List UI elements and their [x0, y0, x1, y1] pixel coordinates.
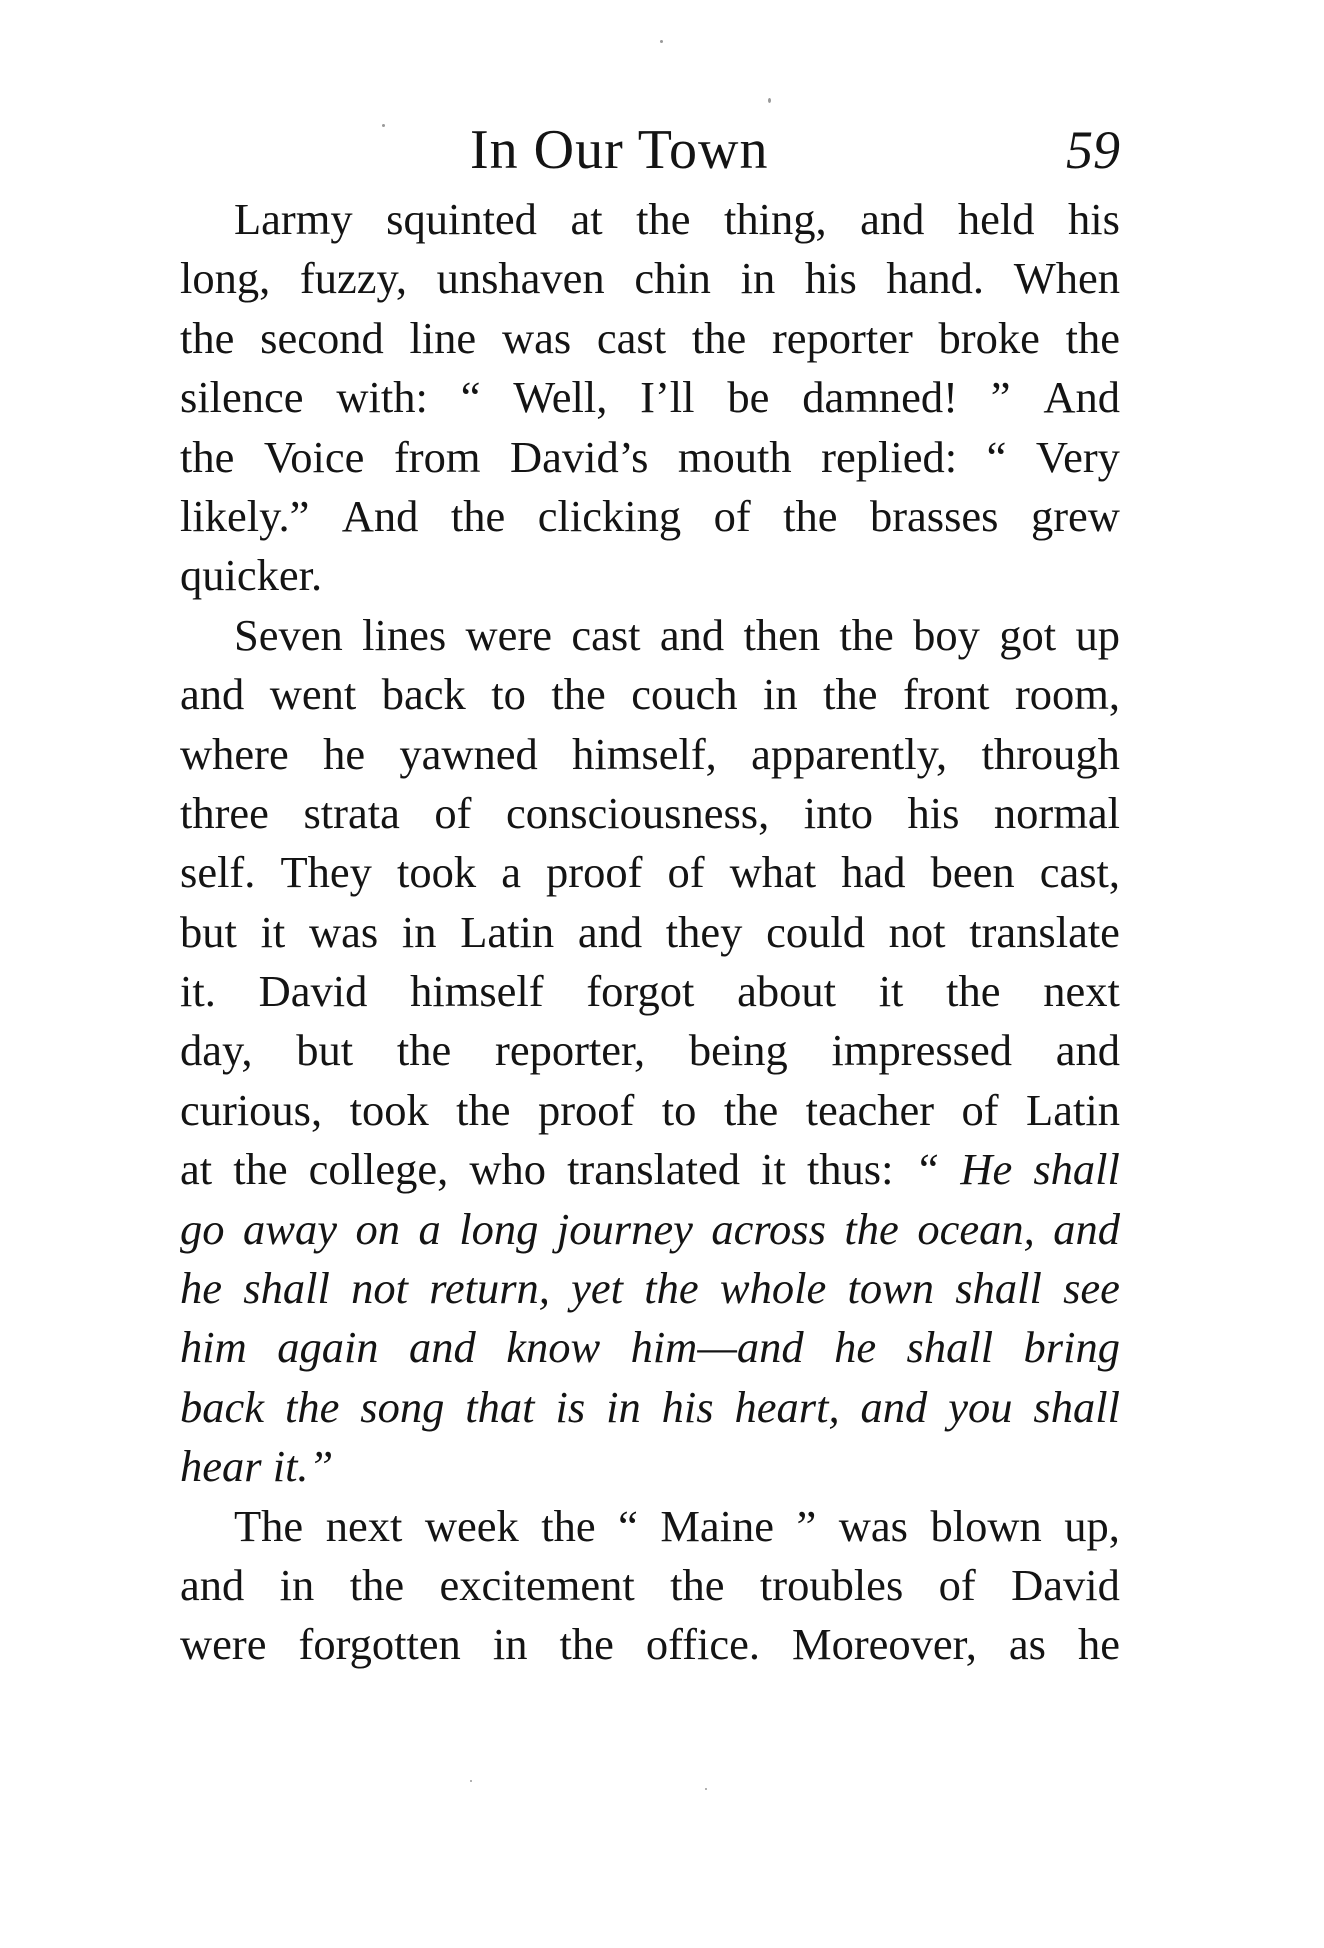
word: unshaven	[436, 253, 605, 304]
word: lines	[362, 609, 447, 660]
word: it	[761, 1144, 786, 1195]
word: the	[551, 669, 606, 720]
word: to	[491, 669, 526, 720]
word: journey	[556, 1203, 693, 1254]
word: who	[469, 1144, 546, 1195]
word: excitement	[439, 1559, 635, 1610]
text-line	[180, 190, 1120, 249]
word: front	[902, 669, 990, 720]
word: be	[727, 372, 770, 423]
word: proof	[537, 1084, 635, 1135]
word: cast	[596, 312, 667, 363]
word: it.	[180, 966, 216, 1017]
word: apparently,	[751, 728, 948, 779]
text-line	[180, 1200, 1120, 1259]
word: office.	[645, 1619, 760, 1670]
text-line	[180, 249, 1120, 308]
print-speck	[470, 1780, 472, 1782]
word: Larmy	[234, 194, 353, 244]
word: ”	[990, 372, 1011, 423]
word: the	[180, 431, 235, 482]
word: the	[636, 194, 691, 244]
word: it	[878, 966, 904, 1017]
word: is	[555, 1381, 586, 1432]
word: the	[456, 1084, 511, 1135]
word: where	[180, 728, 289, 779]
word: him—and	[630, 1322, 804, 1373]
word: cast,	[1039, 847, 1120, 898]
word: then	[743, 609, 821, 660]
word: his	[1068, 194, 1120, 244]
word: squinted	[386, 194, 537, 244]
page-number: 59	[1066, 120, 1120, 180]
word: college,	[308, 1144, 449, 1195]
word: and	[860, 1381, 928, 1432]
word: of	[961, 1084, 999, 1135]
word: Voice	[263, 431, 365, 482]
text-line	[180, 784, 1120, 843]
word: again	[277, 1322, 379, 1373]
word: the	[946, 966, 1001, 1017]
word: “	[460, 372, 481, 423]
word: they	[665, 906, 743, 957]
word: When	[1013, 253, 1120, 304]
word: couch	[631, 669, 738, 720]
word: went	[269, 669, 357, 720]
word: silence	[180, 372, 304, 423]
word: teacher	[805, 1084, 935, 1135]
word: the	[450, 490, 506, 541]
word: in	[279, 1559, 315, 1610]
word: reporter,	[495, 1025, 646, 1076]
word: and	[409, 1322, 476, 1373]
word: “	[914, 1144, 940, 1195]
word: Well,	[513, 372, 608, 423]
word: Seven	[234, 609, 343, 660]
word: self.	[180, 847, 256, 898]
word: likely.”	[180, 490, 310, 541]
word: got	[999, 609, 1057, 660]
word: hear	[180, 1441, 273, 1492]
word: mouth	[677, 431, 792, 482]
word: what	[729, 847, 817, 898]
word: a	[501, 847, 521, 898]
word: the	[670, 1559, 725, 1610]
word: through	[981, 728, 1120, 779]
text-line	[180, 1081, 1120, 1140]
word: he	[1077, 1619, 1120, 1670]
text-line	[180, 546, 1120, 605]
word: The	[234, 1500, 304, 1551]
word: the	[233, 1144, 288, 1195]
word: broke	[938, 312, 1040, 363]
word: blown	[930, 1500, 1042, 1551]
word: in	[606, 1381, 641, 1432]
word: was	[501, 312, 572, 363]
word: not	[351, 1263, 408, 1314]
text-line	[180, 1378, 1120, 1437]
text-line	[180, 1318, 1120, 1377]
word: the	[541, 1500, 596, 1551]
word: of	[667, 847, 705, 898]
word: thus:	[806, 1144, 894, 1195]
text-line	[180, 1140, 1120, 1199]
word: but	[180, 906, 237, 957]
word: shall	[906, 1322, 994, 1373]
word: reporter	[771, 312, 913, 363]
text-line	[180, 368, 1120, 427]
word: took	[349, 1084, 429, 1135]
word: him	[180, 1322, 247, 1373]
word: he	[323, 728, 366, 779]
word: Latin	[460, 906, 555, 957]
running-title: In Our Town	[470, 119, 769, 181]
word: forgotten	[298, 1619, 461, 1670]
word: Maine	[660, 1500, 775, 1551]
text-line	[180, 903, 1120, 962]
text-line	[180, 487, 1120, 546]
word: hand.	[886, 253, 985, 304]
word: proof	[546, 847, 643, 898]
word: And	[1043, 372, 1120, 423]
word: had	[841, 847, 906, 898]
word: back	[180, 1381, 265, 1432]
word: return,	[429, 1263, 550, 1314]
word: week	[424, 1500, 519, 1551]
word: thing,	[723, 194, 827, 244]
word: the	[823, 669, 878, 720]
word: forgot	[586, 966, 695, 1017]
word: translated	[567, 1144, 741, 1195]
word: day,	[180, 1025, 253, 1076]
word: being	[688, 1025, 788, 1076]
word: and	[180, 1559, 245, 1610]
text-line	[180, 962, 1120, 1021]
word: And	[341, 490, 419, 541]
word: been	[930, 847, 1015, 898]
word: the	[839, 609, 894, 660]
word: David	[258, 966, 368, 1017]
word: across	[711, 1203, 826, 1254]
text-line	[180, 1497, 1120, 1556]
word: David	[1011, 1559, 1120, 1610]
word: of	[434, 787, 472, 838]
word: and	[659, 609, 725, 660]
word: second	[260, 312, 384, 363]
word: bring	[1023, 1322, 1120, 1373]
word: a	[418, 1203, 441, 1254]
word: in	[492, 1619, 528, 1670]
word: translate	[969, 906, 1120, 957]
word: with:	[336, 372, 428, 423]
word: see	[1063, 1263, 1120, 1314]
word: room,	[1014, 669, 1120, 720]
word: was	[308, 906, 379, 957]
text-line	[180, 1021, 1120, 1080]
word: and	[180, 669, 245, 720]
word: as	[1008, 1619, 1046, 1670]
word: the	[1065, 312, 1120, 363]
word: next	[325, 1500, 403, 1551]
word: go	[180, 1203, 225, 1254]
word: They	[280, 847, 372, 898]
word: know	[506, 1322, 601, 1373]
word: and	[860, 194, 925, 244]
word: quicker.	[180, 550, 323, 601]
word: about	[737, 966, 836, 1017]
word: his	[804, 253, 857, 304]
word: the	[783, 490, 838, 541]
word: it	[260, 906, 286, 957]
word: himself,	[572, 728, 717, 779]
word: his	[661, 1381, 714, 1432]
word: the	[349, 1559, 405, 1610]
word: consciousness,	[505, 787, 770, 838]
word: “	[986, 431, 1007, 482]
word: you	[948, 1381, 1013, 1432]
word: but	[296, 1025, 354, 1076]
word: up	[1075, 609, 1120, 660]
text-line	[180, 428, 1120, 487]
word: was	[838, 1500, 909, 1551]
body-text	[180, 190, 1120, 1675]
word: ”	[796, 1500, 817, 1551]
word: Latin	[1026, 1084, 1120, 1135]
print-speck	[768, 98, 771, 103]
word: could	[766, 906, 865, 957]
text-line	[180, 1259, 1120, 1318]
word: the	[691, 312, 747, 363]
word: of	[713, 490, 751, 541]
text-line	[180, 606, 1120, 665]
word: and	[1053, 1203, 1120, 1254]
word: replied:	[821, 431, 958, 482]
word: in	[762, 669, 798, 720]
word: in	[740, 253, 776, 304]
word: cast	[571, 609, 641, 660]
word: took	[396, 847, 477, 898]
word: he	[834, 1322, 877, 1373]
word: from	[393, 431, 481, 482]
word: the	[180, 312, 235, 363]
word: of	[938, 1559, 976, 1610]
word: troubles	[759, 1559, 904, 1610]
word: long	[459, 1203, 539, 1254]
word: line	[409, 312, 477, 363]
print-speck	[382, 124, 385, 127]
word: shall	[955, 1263, 1042, 1314]
word: damned!	[802, 372, 958, 423]
word: shall	[1033, 1381, 1120, 1432]
word: it.”	[272, 1441, 334, 1492]
page-header	[180, 110, 1120, 190]
word: David’s	[509, 431, 649, 482]
word: “	[618, 1500, 638, 1551]
word: were	[465, 609, 552, 660]
word: himself	[410, 966, 544, 1017]
word: Moreover,	[792, 1619, 977, 1670]
word: impressed	[831, 1025, 1012, 1076]
word: He	[960, 1144, 1013, 1195]
word: normal	[993, 787, 1120, 838]
text-line	[180, 843, 1120, 902]
word: chin	[634, 253, 711, 304]
word: brasses	[869, 490, 999, 541]
word: town	[847, 1263, 935, 1314]
text-line	[180, 1556, 1120, 1615]
word: up,	[1064, 1500, 1120, 1551]
word: Very	[1035, 431, 1120, 482]
print-speck	[705, 1788, 707, 1790]
word: to	[661, 1084, 697, 1135]
word: he	[180, 1263, 223, 1314]
word: were	[180, 1619, 267, 1670]
word: fuzzy,	[299, 253, 407, 304]
print-speck	[660, 40, 663, 43]
word: into	[803, 787, 873, 838]
word: on	[355, 1203, 400, 1254]
text-line	[180, 665, 1120, 724]
word: whole	[719, 1263, 827, 1314]
word: held	[957, 194, 1035, 244]
word: yet	[571, 1263, 624, 1314]
word: the	[844, 1203, 899, 1254]
word: the	[559, 1619, 614, 1670]
word: not	[888, 906, 946, 957]
word: the	[644, 1263, 699, 1314]
word: ocean,	[917, 1203, 1035, 1254]
word: boy	[913, 609, 980, 660]
word: I’ll	[640, 372, 695, 423]
word: at	[180, 1144, 213, 1195]
word: the	[284, 1381, 340, 1432]
word: the	[396, 1025, 452, 1076]
word: yawned	[399, 728, 538, 779]
word: that	[465, 1381, 535, 1432]
word: away	[243, 1203, 337, 1254]
text-line	[180, 1437, 1120, 1496]
word: song	[360, 1381, 445, 1432]
word: at	[570, 194, 603, 244]
word: three	[180, 787, 269, 838]
text-line	[180, 725, 1120, 784]
word: next	[1043, 966, 1120, 1017]
word: back	[381, 669, 466, 720]
word: and	[577, 906, 643, 957]
word: grew	[1030, 490, 1120, 541]
word: curious,	[180, 1084, 323, 1135]
word: heart,	[734, 1381, 840, 1432]
text-line	[180, 1615, 1120, 1674]
word: and	[1055, 1025, 1120, 1076]
word: the	[723, 1084, 779, 1135]
word: shall	[243, 1263, 330, 1314]
word: long,	[180, 253, 271, 304]
word: strata	[303, 787, 400, 838]
word: his	[907, 787, 960, 838]
word: in	[401, 906, 437, 957]
word: clicking	[537, 490, 682, 541]
text-line	[180, 309, 1120, 368]
word: shall	[1033, 1144, 1120, 1195]
